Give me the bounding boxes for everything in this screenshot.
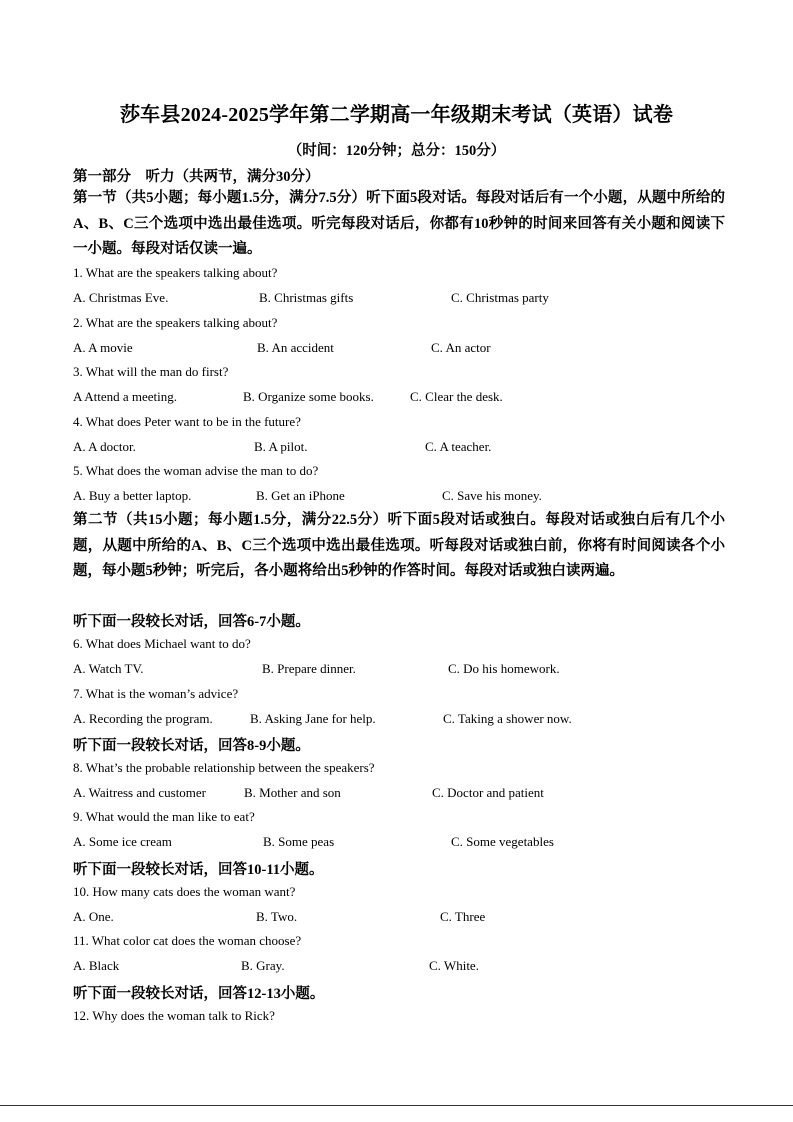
q7-option-a: A. Recording the program. [73, 711, 213, 726]
q8-option-c: C. Doctor and patient [432, 785, 544, 800]
question-10: 10. How many cats does the woman want? [73, 884, 296, 899]
q6-option-a: A. Watch TV. [73, 661, 144, 676]
q11-option-c: C. White. [429, 958, 479, 973]
q3-option-b: B. Organize some books. [243, 389, 374, 404]
q11-option-b: B. Gray. [241, 958, 285, 973]
q7-option-c: C. Taking a shower now. [443, 711, 572, 726]
question-11: 11. What color cat does the woman choose? [73, 933, 302, 948]
group-8-9-heading: 听下面一段较长对话，回答8-9小题。 [73, 738, 310, 754]
exam-time-score: （时间：120分钟；总分：150分） [287, 143, 506, 159]
q8-option-b: B. Mother and son [244, 785, 341, 800]
q1-option-a: A. Christmas Eve. [73, 290, 169, 305]
q9-option-c: C. Some vegetables [451, 834, 554, 849]
question-7: 7. What is the woman’s advice? [73, 686, 239, 701]
q5-option-b: B. Get an iPhone [256, 488, 345, 503]
question-9: 9. What would the man like to eat? [73, 809, 255, 824]
question-2: 2. What are the speakers talking about? [73, 315, 278, 330]
q10-option-a: A. One. [73, 909, 114, 924]
q4-option-c: C. A teacher. [425, 439, 492, 454]
q11-option-a: A. Black [73, 958, 120, 973]
q1-option-c: C. Christmas party [451, 290, 549, 305]
question-3: 3. What will the man do first? [73, 364, 229, 379]
question-12: 12. Why does the woman talk to Rick? [73, 1008, 275, 1023]
q5-option-a: A. Buy a better laptop. [73, 488, 192, 503]
q6-option-b: B. Prepare dinner. [262, 661, 356, 676]
question-8: 8. What’s the probable relationship between the speakers? [73, 760, 375, 775]
q9-option-b: B. Some peas [263, 834, 335, 849]
group-12-13-heading: 听下面一段较长对话，回答12-13小题。 [73, 986, 325, 1002]
q3-option-c: C. Clear the desk. [410, 389, 503, 404]
question-6: 6. What does Michael want to do? [73, 636, 251, 651]
question-4: 4. What does Peter want to be in the future? [73, 414, 301, 429]
q10-option-b: B. Two. [256, 909, 298, 924]
section2-intro: 第二节（共15小题；每小题1.5分，满分22.5分）听下面5段对话或独白。每段对话或独白后有几个小题，从题中所给的A、B、C三个选项中选出最佳选项。听每段对话或独白前，你将有时间阅读各个小题，每小题5秒钟；听完后，各小题将给出5秒钟的作答时间。每段对话或独白读两遍。 [73, 512, 725, 579]
q6-option-c: C. Do his homework. [448, 661, 560, 676]
q2-option-c: C. An actor [431, 340, 491, 355]
q2-option-a: A. A movie [73, 340, 133, 355]
page-title: 莎车县2024-2025学年第二学期高一年级期末考试（英语）试卷 [119, 104, 674, 126]
q4-option-a: A. A doctor. [73, 439, 136, 454]
q5-option-c: C. Save his money. [442, 488, 542, 503]
section1-intro: 第一节（共5小题；每小题1.5分，满分7.5分）听下面5段对话。每段对话后有一个小题，从题中所给的A、B、C三个选项中选出最佳选项。听完每段对话后，你都有10秒钟的时间来回答有关小题和阅读下一小题。每段对话仅读一遍。 [73, 190, 725, 257]
q9-option-a: A. Some ice cream [73, 834, 172, 849]
q10-option-c: C. Three [440, 909, 486, 924]
part1-heading: 第一部分 听力（共两节，满分30分） [73, 169, 320, 185]
group-6-7-heading: 听下面一段较长对话，回答6-7小题。 [73, 614, 310, 630]
group-10-11-heading: 听下面一段较长对话，回答10-11小题。 [73, 862, 324, 878]
q1-option-b: B. Christmas gifts [259, 290, 354, 305]
page-bottom-divider [0, 1105, 793, 1106]
q2-option-b: B. An accident [257, 340, 334, 355]
q4-option-b: B. A pilot. [254, 439, 308, 454]
question-1: 1. What are the speakers talking about? [73, 265, 278, 280]
q7-option-b: B. Asking Jane for help. [250, 711, 376, 726]
q8-option-a: A. Waitress and customer [73, 785, 207, 800]
question-5: 5. What does the woman advise the man to do? [73, 463, 319, 478]
q3-option-a: A Attend a meeting. [73, 389, 177, 404]
